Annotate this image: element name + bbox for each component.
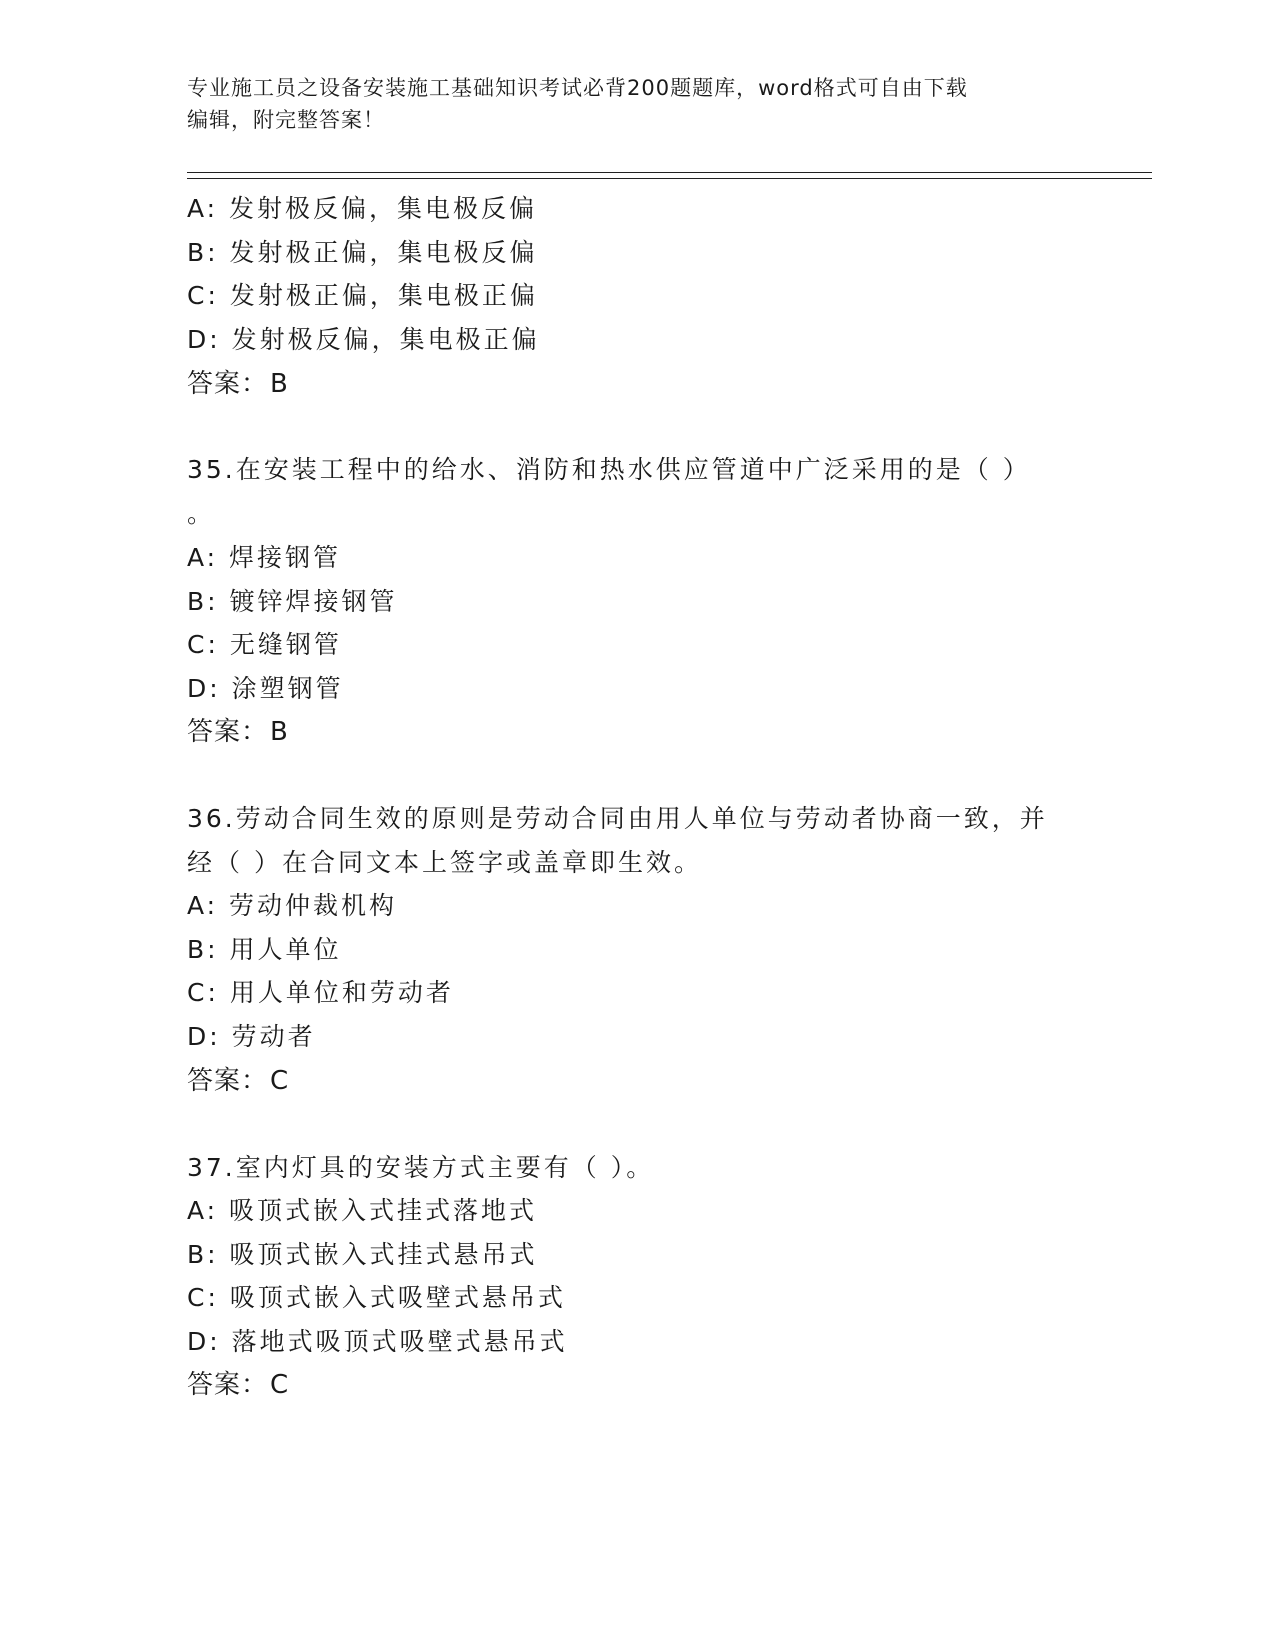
answer-value: B [270, 717, 289, 747]
answer-value: C [270, 1370, 290, 1400]
q37-stem: 37.室内灯具的安装方式主要有（ ）。 [187, 1153, 655, 1182]
q36-stem-continuation: 经（ ）在合同文本上签字或盖章即生效。 [187, 848, 702, 877]
answer-value: C [270, 1066, 290, 1096]
q37-answer [187, 1365, 289, 1405]
header-divider-top [187, 172, 1152, 173]
q34-option-a: A: 发射极反偏，集电极反偏 [187, 194, 538, 223]
q36-stem: 36.劳动合同生效的原则是劳动合同由用人单位与劳动者协商一致，并 [187, 804, 1048, 833]
q37-option-b: B: 吸顶式嵌入式挂式悬吊式 [187, 1240, 538, 1269]
q35-stem: 35.在安装工程中的给水、消防和热水供应管道中广泛采用的是（ ） [187, 455, 1031, 484]
q36-option-d: D: 劳动者 [187, 1022, 316, 1051]
q35-option-b: B: 镀锌焊接钢管 [187, 587, 398, 616]
answer-label: 答案： [187, 1066, 269, 1096]
q37-option-d: D: 落地式吸顶式吸壁式悬吊式 [187, 1327, 568, 1356]
answer-value: B [270, 369, 289, 399]
q35-stem-continuation: 。 [187, 499, 216, 528]
q37-option-c: C: 吸顶式嵌入式吸壁式悬吊式 [187, 1283, 566, 1312]
q36-option-c: C: 用人单位和劳动者 [187, 978, 454, 1007]
document-header-line-1: 专业施工员之设备安装施工基础知识考试必背200题题库，word格式可自由下载 [187, 76, 968, 100]
q36-option-b: B: 用人单位 [187, 935, 342, 964]
answer-label: 答案： [187, 1370, 269, 1400]
q34-answer [187, 364, 289, 404]
q36-option-a: A: 劳动仲裁机构 [187, 891, 398, 920]
answer-label: 答案： [187, 717, 269, 747]
q36-answer [187, 1061, 289, 1101]
q34-option-d: D: 发射极反偏，集电极正偏 [187, 325, 540, 354]
q35-option-c: C: 无缝钢管 [187, 630, 342, 659]
answer-label: 答案： [187, 369, 269, 399]
q35-answer [187, 712, 289, 752]
q37-option-a: A: 吸顶式嵌入式挂式落地式 [187, 1196, 538, 1225]
q35-option-d: D: 涂塑钢管 [187, 674, 344, 703]
document-header-line-2: 编辑，附完整答案！ [187, 108, 385, 132]
header-divider-bottom [187, 178, 1152, 179]
q35-option-a: A: 焊接钢管 [187, 543, 342, 572]
q34-option-c: C: 发射极正偏，集电极正偏 [187, 281, 538, 310]
q34-option-b: B: 发射极正偏，集电极反偏 [187, 238, 538, 267]
